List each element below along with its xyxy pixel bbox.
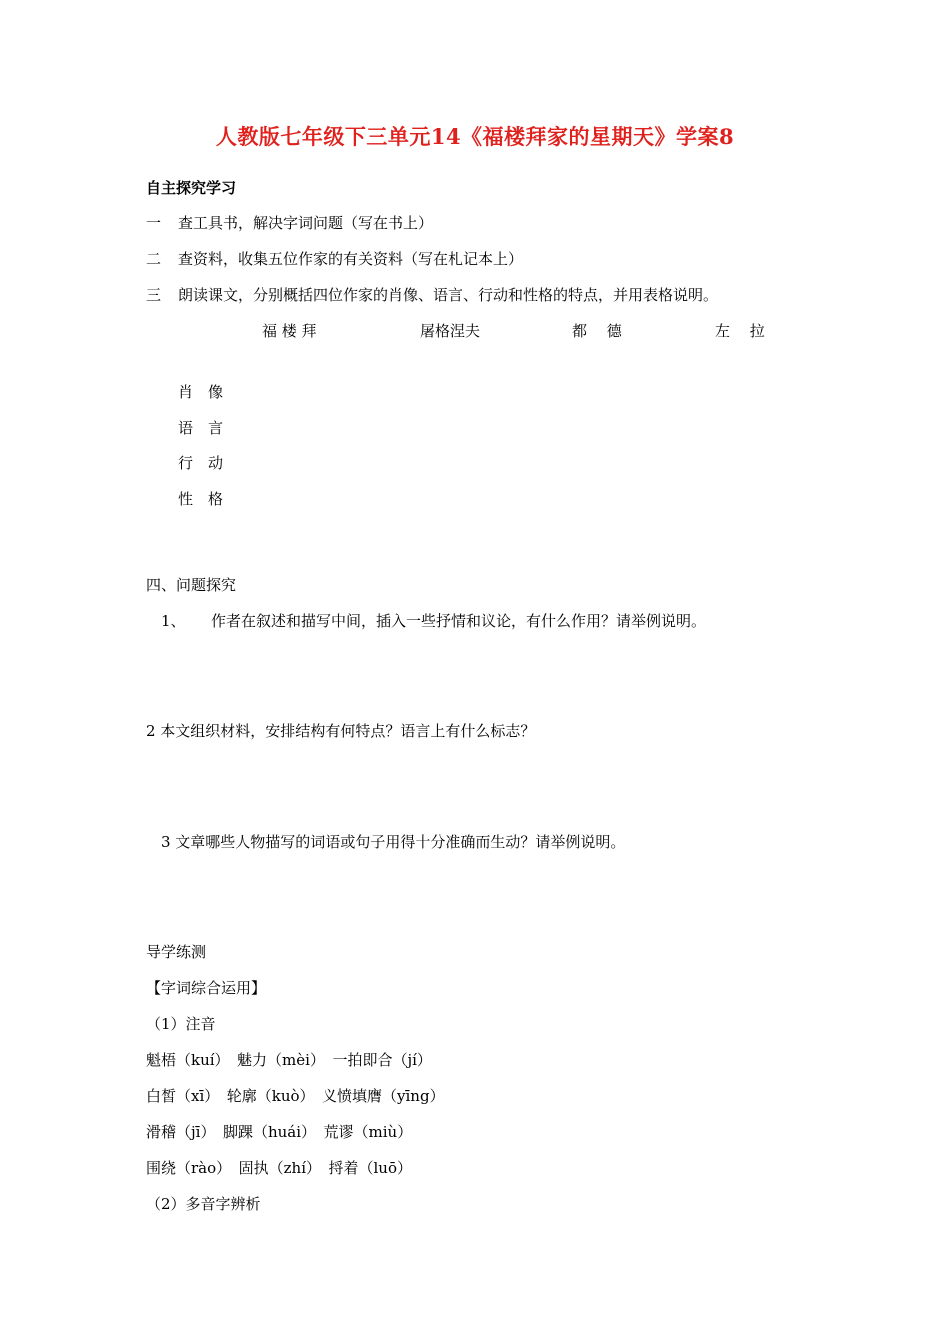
item-text: 朗读课文，分别概括四位作家的肖像、语言、行动和性格的特点，并用表格说明。 [178,286,719,304]
table-row-label: 行 动 [178,454,224,472]
section-heading-inquiry: 四、问题探究 [146,576,237,594]
document-title: 人教版七年级下三单元14《福楼拜家的星期天》学案8 [215,124,735,149]
question-3: 3 文章哪些人物描写的词语或句子用得十分准确而生动？请举例说明。 [161,833,626,851]
item-number: 一 [146,214,162,232]
subheading-vocabulary: 【字词综合运用】 [146,979,267,997]
section-heading-practice: 导学练测 [146,943,207,961]
question-1 [161,611,706,631]
item-number: 二 [146,250,162,268]
question-number: 1、 [161,612,186,630]
section-heading-self-study: 自主探究学习 [146,179,237,197]
pinyin-line: 魁梧（kuí） 魅力（mèi） 一拍即合（jí） [146,1051,432,1069]
pinyin-line: 围绕（rào） 固执（zhí） 捋着（luō） [146,1159,412,1177]
table-row-label: 肖 像 [178,383,224,401]
list-item [146,285,718,305]
pinyin-line: 白皙（xī） 轮廓（kuò） 义愤填膺（yīng） [146,1087,445,1105]
table-column-header: 左 拉 [715,322,765,340]
question-2: 2 本文组织材料，安排结构有何特点？语言上有什么标志？ [146,722,536,740]
question-text: 作者在叙述和描写中间，插入一些抒情和议论，有什么作用？请举例说明。 [211,612,707,630]
table-row-label: 性 格 [178,490,224,508]
part-label: （1）注音 [146,1015,216,1033]
list-item [146,249,523,269]
table-column-header: 屠格涅夫 [420,322,481,340]
part-label: （2）多音字辨析 [146,1195,261,1213]
table-column-header: 福 楼 拜 [262,322,317,340]
pinyin-line: 滑稽（jī） 脚踝（huái） 荒谬（miù） [146,1123,413,1141]
list-item [146,213,433,233]
item-text: 查资料，收集五位作家的有关资料（写在札记本上） [178,250,524,268]
table-row-label: 语 言 [178,419,224,437]
table-column-header: 都 德 [572,322,622,340]
item-text: 查工具书，解决字词问题（写在书上） [178,214,434,232]
item-number: 三 [146,286,162,304]
